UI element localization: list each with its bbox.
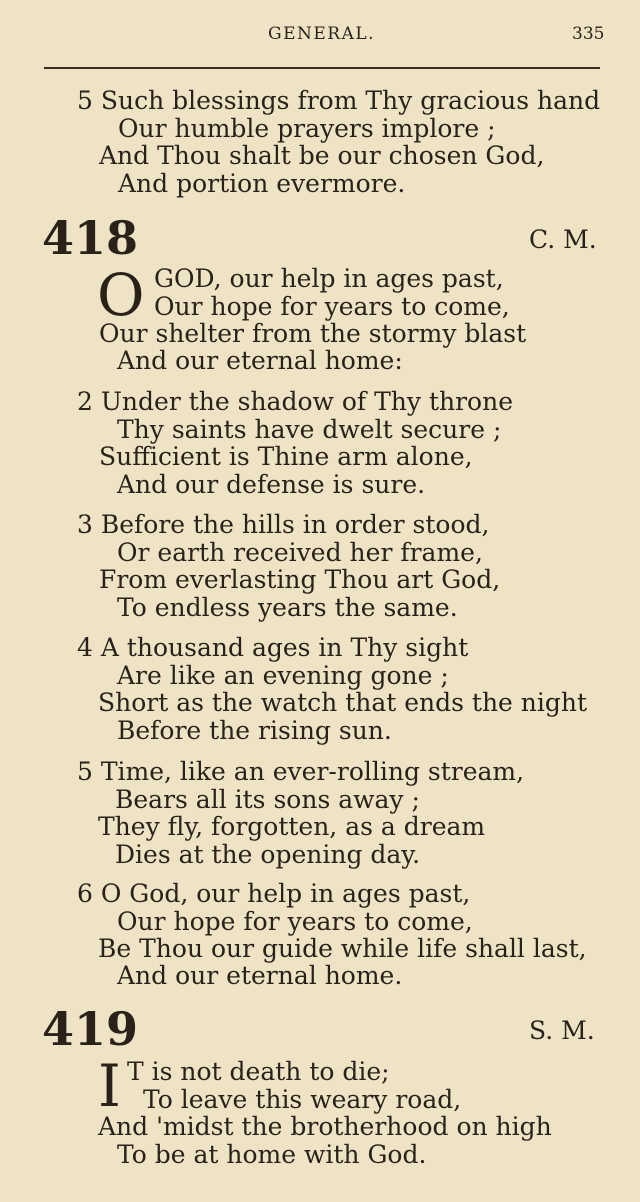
verse-line: Before the rising sun. xyxy=(117,716,392,745)
verse-line: 2 Under the shadow of Thy throne xyxy=(77,387,513,416)
verse-line: And our defense is sure. xyxy=(117,470,426,499)
running-head xyxy=(0,24,640,50)
hymn-number: 419 xyxy=(42,1002,139,1056)
verse-line: GOD, our help in ages past, xyxy=(154,264,504,293)
verse-line: Our humble prayers implore ; xyxy=(118,114,496,143)
verse-line: 5 Such blessings from Thy gracious hand xyxy=(77,86,601,115)
verse-line: 4 A thousand ages in Thy sight xyxy=(77,633,469,662)
verse-line: Our hope for years to come, xyxy=(117,907,473,936)
drop-cap: O xyxy=(97,261,145,329)
verse-line: And portion evermore. xyxy=(118,169,406,198)
hymn-number: 418 xyxy=(42,211,139,265)
hymn-meter: C. M. xyxy=(529,225,597,254)
verse-line: And Thou shalt be our chosen God, xyxy=(99,141,545,170)
verse-line: To leave this weary road, xyxy=(143,1085,462,1114)
verse-line: 6 O God, our help in ages past, xyxy=(77,879,471,908)
verse-line: T is not death to die; xyxy=(127,1057,390,1086)
verse-line: And 'midst the brotherhood on high xyxy=(98,1112,552,1141)
verse-line: Or earth received her frame, xyxy=(117,538,483,567)
verse-line: Thy saints have dwelt secure ; xyxy=(117,415,502,444)
verse-line: Dies at the opening day. xyxy=(115,840,421,869)
header-rule xyxy=(44,67,600,69)
verse-line: Bears all its sons away ; xyxy=(115,785,420,814)
page-number: 335 xyxy=(572,24,605,44)
verse-line: Are like an evening gone ; xyxy=(117,661,449,690)
verse-line: Our shelter from the stormy blast xyxy=(99,319,527,348)
section-title: GENERAL. xyxy=(268,24,376,44)
verse-line: Our hope for years to come, xyxy=(154,292,510,321)
verse-line: Be Thou our guide while life shall last, xyxy=(98,934,587,963)
verse-line: To endless years the same. xyxy=(117,593,458,622)
verse-line: Short as the watch that ends the night xyxy=(98,688,588,717)
verse-line: And our eternal home: xyxy=(117,346,403,375)
hymn-meter: S. M. xyxy=(529,1016,595,1045)
verse-line: Sufficient is Thine arm alone, xyxy=(99,442,473,471)
drop-cap: I xyxy=(98,1052,121,1120)
verse-line: 5 Time, like an ever-rolling stream, xyxy=(77,757,525,786)
verse-line: 3 Before the hills in order stood, xyxy=(77,510,490,539)
verse-line: To be at home with God. xyxy=(117,1140,427,1169)
verse-line: And our eternal home. xyxy=(117,961,403,990)
verse-line: They fly, forgotten, as a dream xyxy=(98,812,486,841)
verse-line: From everlasting Thou art God, xyxy=(99,565,501,594)
